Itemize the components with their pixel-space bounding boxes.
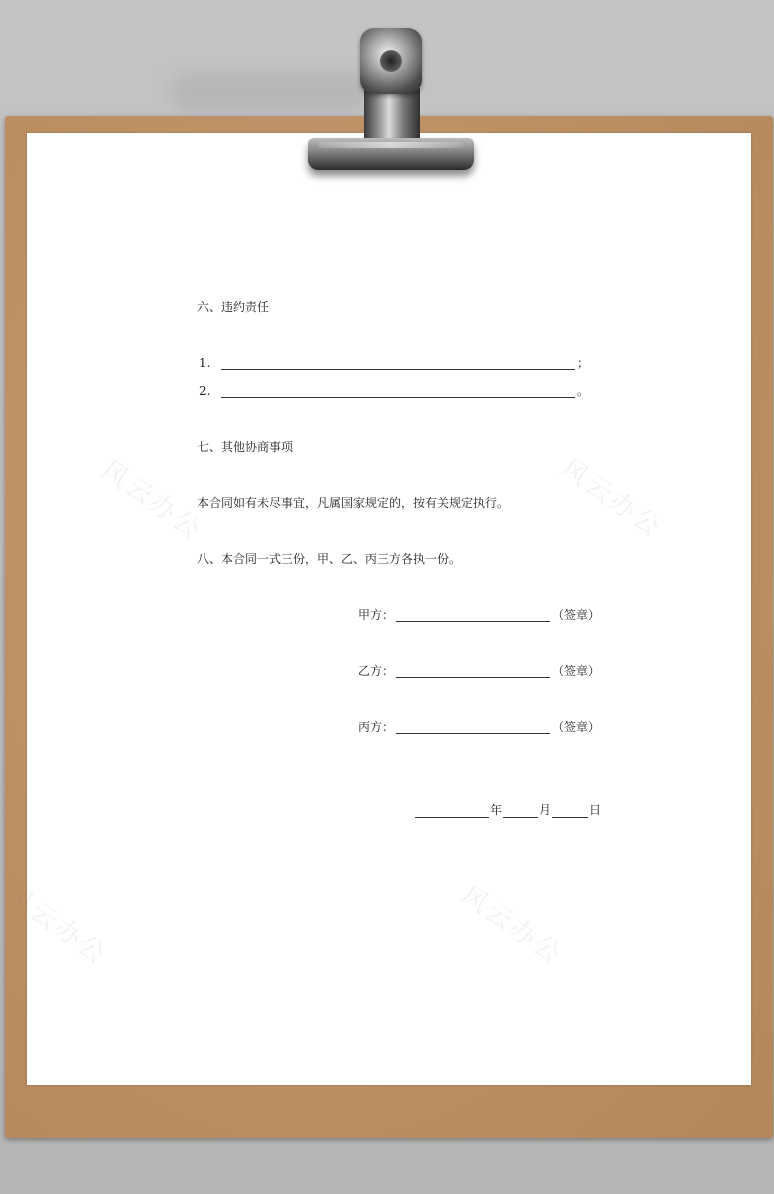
section8-text: 八、本合同一式三份，甲、乙、丙三方各执一份。 — [197, 552, 462, 566]
section7-title: 七、其他协商事项 — [197, 440, 294, 454]
party-c-seal: （签章） — [552, 720, 601, 734]
date-year-blank[interactable] — [415, 817, 489, 818]
party-a-signature-line[interactable] — [396, 621, 550, 622]
date-day-label: 日 — [589, 803, 602, 817]
section7-body: 本合同如有未尽事宜，凡属国家规定的，按有关规定执行。 — [197, 496, 510, 510]
item1-blank[interactable] — [221, 369, 575, 370]
party-c-label: 丙方： — [358, 720, 395, 734]
date-month-label: 月 — [539, 803, 552, 817]
party-b-signature-line[interactable] — [396, 677, 550, 678]
party-a-seal: （签章） — [552, 608, 601, 622]
watermark: 风云办公 — [95, 454, 208, 547]
section6-title: 六、违约责任 — [197, 300, 270, 314]
date-day-blank[interactable] — [552, 817, 588, 818]
item2-number: 2. — [199, 384, 211, 398]
watermark: 风云办公 — [555, 452, 668, 545]
item2-end: 。 — [577, 384, 590, 398]
watermark: 风云办公 — [455, 879, 568, 972]
party-b-seal: （签章） — [552, 664, 601, 678]
item2-blank[interactable] — [221, 397, 575, 398]
item1-number: 1. — [199, 356, 211, 370]
party-c-signature-line[interactable] — [396, 733, 550, 734]
date-year-label: 年 — [490, 803, 503, 817]
date-month-blank[interactable] — [503, 817, 538, 818]
party-b-label: 乙方： — [358, 664, 395, 678]
item1-end: ； — [577, 356, 590, 370]
party-a-label: 甲方： — [358, 608, 395, 622]
watermark: 风云办公 — [0, 879, 113, 972]
